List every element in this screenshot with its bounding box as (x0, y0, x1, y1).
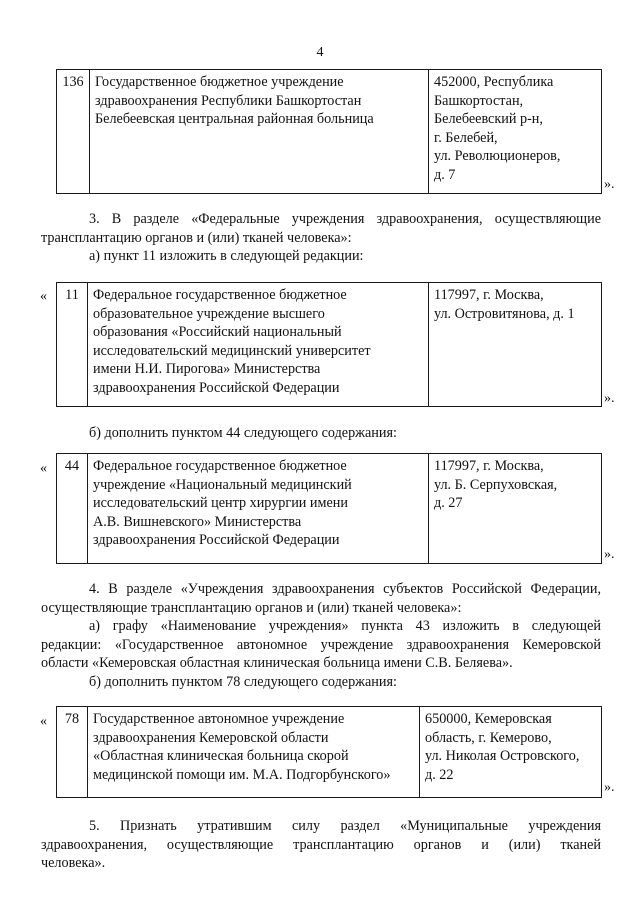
institution-address: 117997, г. Москва, ул. Островитянова, д. 1 (429, 283, 602, 407)
section-3-heading: 3. В разделе «Федеральные учреждения здравоохранения, осуществляющие (89, 211, 601, 227)
institution-address: 650000, Кемеровская область, г. Кемерово, ул. Николая Островского, д. 22 (420, 707, 602, 798)
section-4 (41, 580, 601, 692)
closing-quote: ». (604, 547, 615, 562)
section-5 (41, 817, 601, 873)
institution-name: Государственное автономное учреждение здравоохранения Кемеровской области «Областная клиническая больница скорой медицинской помощи им. М.А. Подгорбунского» (88, 707, 420, 798)
closing-quote: ». (604, 780, 615, 795)
table-item-78 (56, 706, 602, 798)
table-row (57, 454, 602, 564)
table-item-11 (56, 282, 602, 407)
institution-address: 117997, г. Москва, ул. Б. Серпуховская, д. 27 (429, 454, 602, 564)
opening-quote: « (40, 461, 47, 476)
section-4-heading-cont: осуществляющие трансплантацию органов и (или) тканей человека»: (41, 599, 462, 616)
section-4-item-b: б) дополнить пунктом 78 следующего содержания: (89, 673, 397, 690)
table-row (57, 707, 602, 798)
institution-address: 452000, Республика Башкортостан, Белебеевский р-н, г. Белебей, ул. Революционеров, д. 7 (429, 70, 602, 194)
table-row (57, 70, 602, 194)
section-3-heading-cont: трансплантацию органов и (или) тканей человека»: (41, 229, 352, 246)
item-number: 136 (57, 70, 90, 194)
section-4-heading: 4. В разделе «Учреждения здравоохранения субъектов Российской Федерации, (89, 581, 601, 597)
section-4-item-a-end: области «Кемеровская областная клиническая больница имени С.В. Беляева». (41, 655, 513, 672)
item-number: 11 (57, 283, 88, 407)
page-number: 4 (316, 45, 324, 60)
table-item-136 (56, 69, 602, 194)
institution-name: Государственное бюджетное учреждение здравоохранения Республики Башкортостан Белебеевская центральная районная больница (90, 70, 429, 194)
section-3-item-b (41, 424, 601, 443)
section-3 (41, 210, 601, 266)
section-4-item-a-cont: редакции: «Государственное автономное учреждение здравоохранения Кемеровской (41, 636, 601, 653)
section-3-item-b-text: б) дополнить пунктом 44 следующего содержания: (89, 425, 397, 441)
institution-name: Федеральное государственное бюджетное учреждение «Национальный медицинский исследовательский центр хирургии имени А.В. Вишневского» Министерства здравоохранения Российской Федерации (88, 454, 429, 564)
section-4-item-a: а) графу «Наименование учреждения» пункта 43 изложить в следующей (89, 618, 601, 635)
closing-quote: ». (604, 391, 615, 406)
section-5-text-end: человека». (41, 855, 106, 872)
closing-quote: ». (604, 177, 615, 192)
institution-name: Федеральное государственное бюджетное образовательное учреждение высшего образования «Российский национальный исследовательский медицинский университет имени Н.И. Пирогова» Министерства здравоохранения Российской Федерации (88, 283, 429, 407)
table-row (57, 283, 602, 407)
opening-quote: « (40, 714, 47, 729)
item-number: 44 (57, 454, 88, 564)
opening-quote: « (40, 289, 47, 304)
table-item-44 (56, 453, 602, 564)
section-5-text-cont: здравоохранения, осуществляющие трансплантацию органов и (или) тканей (41, 836, 601, 853)
section-5-text: 5. Признать утратившим силу раздел «Муниципальные учреждения (89, 818, 601, 834)
section-3-item-a: а) пункт 11 изложить в следующей редакции: (89, 248, 364, 265)
item-number: 78 (57, 707, 88, 798)
